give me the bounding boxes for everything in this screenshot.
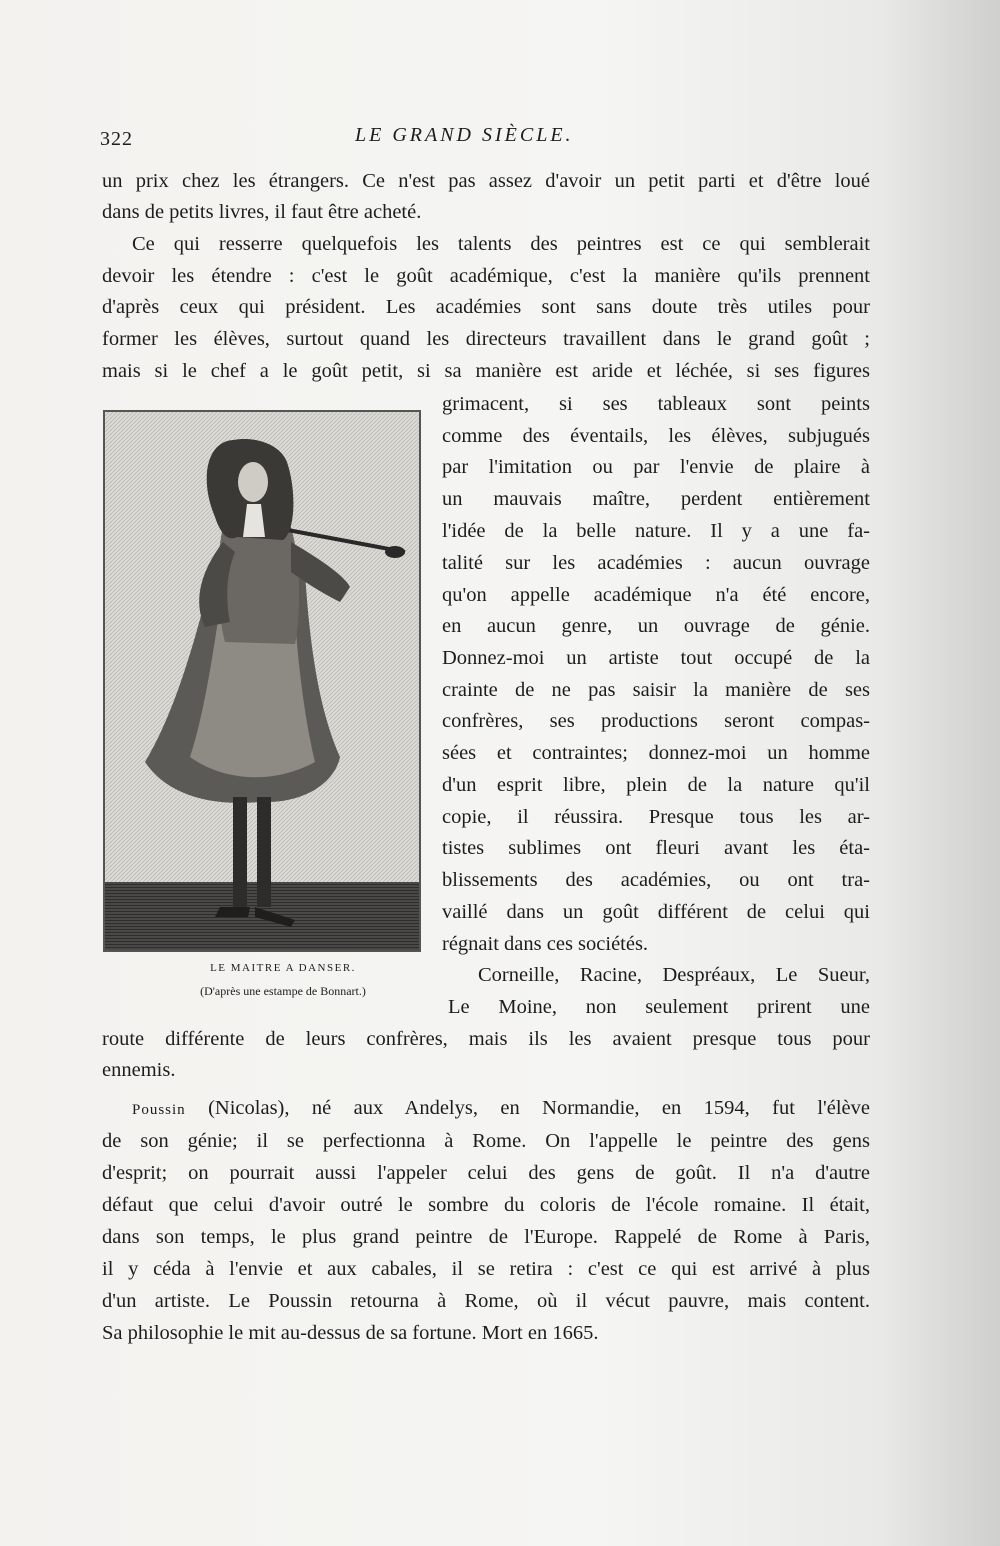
engraving-illustration: [103, 410, 421, 952]
text-line: talité sur les académies : aucun ouvrage: [442, 552, 870, 574]
text-line: par l'imitation ou par l'envie de plaire à: [442, 456, 870, 478]
text-line: blissements des académies, ou ont tra-: [442, 869, 870, 891]
text-line: dans de petits livres, il faut être acheté.: [102, 201, 422, 223]
text-line: Poussin (Nicolas), né aux Andelys, en Normandie, en 1594, fut l'élève: [132, 1097, 870, 1119]
text-line: Sa philosophie le mit au-dessus de sa fortune. Mort en 1665.: [102, 1322, 599, 1344]
text-line: de son génie; il se perfectionna à Rome. On l'appelle le peintre des gens: [102, 1130, 870, 1152]
text-line: un prix chez les étrangers. Ce n'est pas assez d'avoir un petit parti et d'être loué: [102, 170, 870, 192]
text-line: Corneille, Racine, Despréaux, Le Sueur,: [478, 964, 870, 986]
text-line: Ce qui resserre quelquefois les talents des peintres est ce qui semblerait: [132, 233, 870, 255]
text-line: Le Moine, non seulement prirent une: [448, 996, 870, 1018]
text-line: former les élèves, surtout quand les directeurs travaillent dans le grand goût ;: [102, 328, 870, 350]
text-line: grimacent, si ses tableaux sont peints: [442, 393, 870, 415]
text-line: vaillé dans un goût différent de celui qui: [442, 901, 870, 923]
text-line: d'après ceux qui président. Les académies sont sans doute très utiles pour: [102, 296, 870, 318]
running-title: LE GRAND SIÈCLE.: [355, 124, 574, 146]
text-line: un mauvais maître, perdent entièrement: [442, 488, 870, 510]
text-line: mais si le chef a le goût petit, si sa manière est aride et léchée, si ses figures: [102, 360, 870, 382]
text-line: comme des éventails, les élèves, subjugués: [442, 425, 870, 447]
text-line: dans son temps, le plus grand peintre de l'Europe. Rappelé de Rome à Paris,: [102, 1226, 870, 1248]
figure-caption-title: LE MAITRE A DANSER.: [210, 962, 356, 974]
dancing-master-engraving: [105, 412, 419, 950]
text-line: d'un esprit libre, plein de la nature qu'il: [442, 774, 870, 796]
text-line: l'idée de la belle nature. Il y a une fa-: [442, 520, 870, 542]
text-line: route différente de leurs confrères, mais ils les avaient presque tous pour: [102, 1028, 870, 1050]
text-line: il y céda à l'envie et aux cabales, il se retira : c'est ce qui est arrivé à plus: [102, 1258, 870, 1280]
text-line: tistes sublimes ont fleuri avant les éta-: [442, 837, 870, 859]
text-line: crainte de ne pas saisir la manière de ses: [442, 679, 870, 701]
text-line: Donnez-moi un artiste tout occupé de la: [442, 647, 870, 669]
text-line: confrères, ses productions seront compas-: [442, 710, 870, 732]
text-line: d'esprit; on pourrait aussi l'appeler celui des gens de goût. Il n'a d'autre: [102, 1162, 870, 1184]
text-line: ennemis.: [102, 1059, 176, 1081]
text-line: défaut que celui d'avoir outré le sombre du coloris de l'école romaine. Il était,: [102, 1194, 870, 1216]
text-line: régnait dans ces sociétés.: [442, 933, 649, 955]
text-line: copie, il réussira. Presque tous les ar-: [442, 806, 870, 828]
painter-name: Poussin: [132, 1102, 186, 1118]
figure-caption-source: (D'après une estampe de Bonnart.): [200, 984, 366, 998]
text-line: d'un artiste. Le Poussin retourna à Rome, où il vécut pauvre, mais content.: [102, 1290, 870, 1312]
text-line: en aucun genre, un ouvrage de génie.: [442, 615, 870, 637]
page-number: 322: [100, 128, 133, 150]
text-line: sées et contraintes; donnez-moi un homme: [442, 742, 870, 764]
text-line: qu'on appelle académique n'a été encore,: [442, 584, 870, 606]
text-line: devoir les étendre : c'est le goût académique, c'est la manière qu'ils prennent: [102, 265, 870, 287]
